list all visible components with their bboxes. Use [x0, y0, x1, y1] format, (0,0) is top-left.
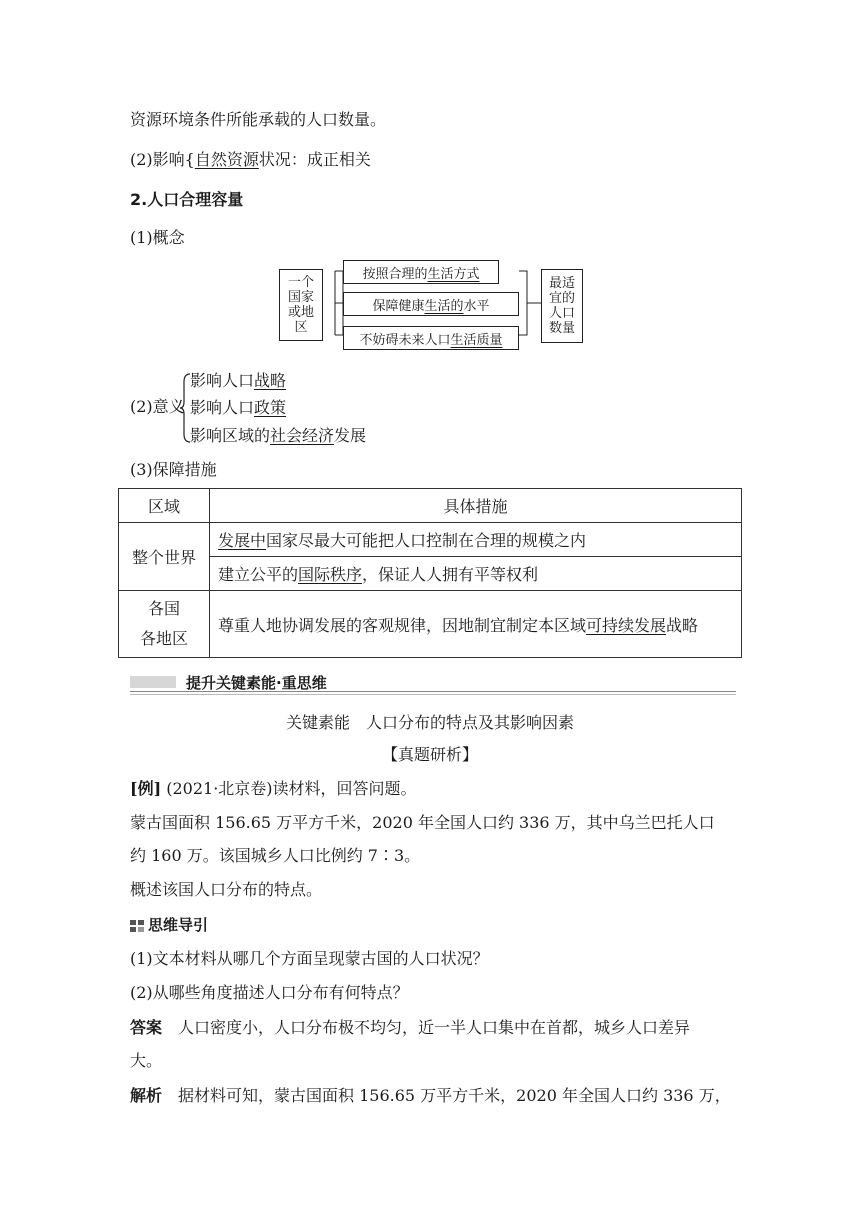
section-banner-block	[130, 676, 176, 688]
concept-diagram	[279, 257, 584, 349]
table-cell-region	[119, 591, 210, 658]
cell-text: 战略	[666, 615, 699, 635]
table-row	[119, 523, 742, 557]
right-box-text: 人口	[548, 306, 575, 321]
left-box-text: 一个	[287, 275, 314, 290]
table-cell	[210, 523, 742, 557]
analysis-line	[130, 1085, 731, 1107]
influence-suffix: 状况：成正相关	[258, 150, 371, 169]
answer-text: 人口密度小，人口分布极不均匀，近一半人口集中在首都，城乡人口差异	[178, 1018, 691, 1037]
significance-item	[190, 425, 366, 447]
concept-label: (1)概念	[130, 228, 185, 247]
answer-line: 大。	[130, 1051, 163, 1070]
diagram-item-2	[343, 292, 519, 316]
table-cell	[210, 557, 742, 591]
cell-text: ，保证人人拥有平等权利	[362, 565, 539, 584]
item-text: 影响人口	[190, 398, 255, 417]
diagram-right-box	[541, 269, 583, 343]
example-tag: [例]	[130, 779, 162, 798]
significance-item	[190, 397, 286, 419]
item-text: 发展	[334, 426, 367, 445]
subtitle: 【真题研析】	[381, 745, 478, 764]
section-banner	[130, 672, 736, 692]
diagram-left-box	[279, 269, 323, 341]
guide-item: (2)从哪些角度描述人口分布有何特点？	[130, 983, 409, 1002]
cell-text: 尊重人地协调发展的客观规律，因地制宜制定本区域	[218, 615, 587, 635]
item-text-underlined: 生活方式	[427, 266, 480, 282]
right-box-text: 宜的	[548, 291, 575, 306]
diagram-item-3	[343, 326, 519, 350]
left-box-text: 或地	[287, 305, 314, 320]
significance-label: (2)意义	[130, 397, 185, 416]
analysis-text: 据材料可知，蒙古国面积 156.65 万平方千米，2020 年全国人口约 336 万，	[178, 1086, 731, 1105]
measures-table	[118, 488, 742, 658]
item-text: 不妨碍未来人口	[359, 332, 451, 348]
divider	[130, 691, 736, 692]
item-text: 水平	[463, 298, 490, 314]
cell-text-underlined: 可持续发展	[586, 615, 667, 635]
item-text: 影响人口	[190, 371, 255, 390]
significance-item	[190, 370, 286, 392]
section-banner-title: 提升关键素能·重思维	[186, 674, 327, 692]
table-header: 具体措施	[210, 489, 742, 523]
item-text-underlined: 社会经济	[270, 426, 335, 445]
left-box-text: 区	[294, 320, 308, 335]
table-cell	[210, 591, 742, 658]
material-line: 约 160 万。该国城乡人口比例约 7∶3。	[130, 846, 421, 865]
body-text-line: 资源环境条件所能承载的人口数量。	[130, 110, 387, 129]
material-line: 蒙古国面积 156.65 万平方千米，2020 年全国人口约 336 万，其中乌兰巴托人口	[130, 813, 715, 832]
cell-text: 建立公平的	[218, 565, 299, 584]
example-line	[130, 778, 417, 800]
answer-line	[130, 1017, 690, 1039]
analysis-label: 解析	[130, 1086, 163, 1105]
question-line: 概述该国人口分布的特点。	[130, 880, 323, 899]
region-text: 各国	[147, 599, 180, 618]
measures-label: (3)保障措施	[130, 460, 217, 479]
item-text-underlined: 战略	[254, 371, 287, 390]
guide-icon	[130, 920, 144, 932]
table-row	[119, 557, 742, 591]
item-text: 按照合理的	[362, 266, 428, 282]
cell-text-underlined: 国际秩序	[298, 565, 363, 584]
answer-label: 答案	[130, 1018, 163, 1037]
item-text-underlined: 政策	[254, 398, 287, 417]
item-text-underlined: 生活质量	[450, 332, 503, 348]
table-header: 区域	[119, 489, 210, 523]
item-text: 影响区域的	[190, 426, 271, 445]
left-box-text: 国家	[287, 290, 314, 305]
guide-item: (1)文本材料从哪几个方面呈现蒙古国的人口状况？	[130, 949, 489, 968]
diagram-item-1	[343, 260, 499, 284]
cell-text-underlined: 发展中	[218, 531, 267, 550]
item-text: 保障健康	[372, 298, 425, 314]
table-cell-region: 整个世界	[119, 523, 210, 591]
guide-title: 思维导引	[148, 916, 209, 934]
influence-prefix: (2)影响{	[130, 150, 195, 169]
right-box-text: 数量	[548, 321, 575, 336]
region-text: 各地区	[139, 629, 188, 648]
table-row	[119, 489, 742, 523]
section-heading: 2.人口合理容量	[130, 190, 244, 209]
example-text: (2021·北京卷)读材料，回答问题。	[161, 779, 417, 798]
cell-text: 国家尽最大可能把人口控制在合理的规模之内	[266, 531, 587, 550]
divider	[130, 694, 736, 695]
table-row	[119, 591, 742, 658]
item-text-underlined: 生活的	[424, 298, 464, 314]
influence-line	[130, 149, 371, 171]
key-title: 关键素能 人口分布的特点及其影响因素	[285, 713, 574, 732]
influence-underlined: 自然资源	[194, 150, 259, 169]
right-box-text: 最适	[548, 276, 575, 291]
